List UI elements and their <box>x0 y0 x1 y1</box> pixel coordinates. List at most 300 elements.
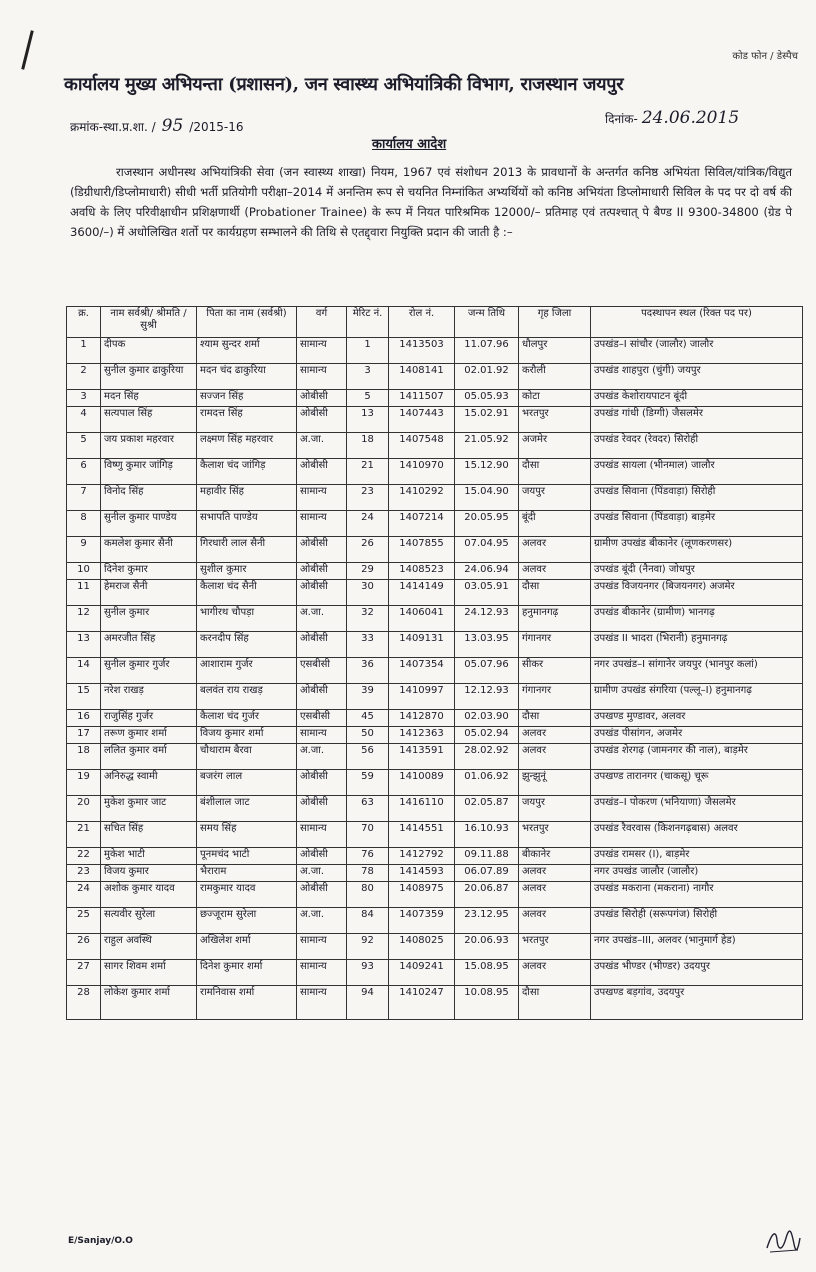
row-roll-number: 1408975 <box>389 882 455 908</box>
row-serial: 12 <box>67 606 101 632</box>
row-category: अ.जा. <box>297 606 347 632</box>
row-home-district: गंगानगर <box>519 684 591 710</box>
row-posting-place: उपखंड बूंदी (नैनवा) जोधपुर <box>591 563 803 580</box>
row-father-name: बंशीलाल जाट <box>197 796 297 822</box>
table-row <box>67 908 803 934</box>
row-home-district: हनुमानगढ़ <box>519 606 591 632</box>
row-posting-place: उपखंड–I सांचौर (जालौर) जालौर <box>591 338 803 364</box>
row-merit: 30 <box>347 580 389 606</box>
row-roll-number: 1411507 <box>389 390 455 407</box>
table-row <box>67 511 803 537</box>
row-category: सामान्य <box>297 822 347 848</box>
row-merit: 93 <box>347 960 389 986</box>
row-father-name: समय सिंह <box>197 822 297 848</box>
row-home-district: जयपुर <box>519 796 591 822</box>
row-name: अशोक कुमार यादव <box>101 882 197 908</box>
row-father-name: विजय कुमार शर्मा <box>197 727 297 744</box>
table-row <box>67 986 803 1020</box>
row-name: ललित कुमार वर्मा <box>101 744 197 770</box>
table-row <box>67 338 803 364</box>
header-sn: क्र. <box>67 307 101 338</box>
table-row <box>67 744 803 770</box>
table-row <box>67 537 803 563</box>
row-merit: 24 <box>347 511 389 537</box>
row-serial: 28 <box>67 986 101 1020</box>
row-date-of-birth: 16.10.93 <box>455 822 519 848</box>
row-home-district: अलवर <box>519 908 591 934</box>
row-date-of-birth: 15.04.90 <box>455 485 519 511</box>
row-posting-place: उपखंड रेवदर (रेवदर) सिरोही <box>591 433 803 459</box>
row-home-district: सीकर <box>519 658 591 684</box>
row-category: सामान्य <box>297 485 347 511</box>
row-father-name: आशाराम गुर्जर <box>197 658 297 684</box>
row-posting-place: उपखंड II भादरा (भिरानी) हनुमानगढ़ <box>591 632 803 658</box>
row-name: अनिरुद्ध स्वामी <box>101 770 197 796</box>
row-roll-number: 1407354 <box>389 658 455 684</box>
row-name: दिनेश कुमार <box>101 563 197 580</box>
date-value: 24.06.2015 <box>641 108 740 128</box>
row-roll-number: 1408141 <box>389 364 455 390</box>
row-serial: 18 <box>67 744 101 770</box>
row-roll-number: 1412870 <box>389 710 455 727</box>
row-category: सामान्य <box>297 364 347 390</box>
row-date-of-birth: 28.02.92 <box>455 744 519 770</box>
row-category: एसबीसी <box>297 658 347 684</box>
row-roll-number: 1407214 <box>389 511 455 537</box>
row-merit: 21 <box>347 459 389 485</box>
row-name: मुकेश कुमार जाट <box>101 796 197 822</box>
row-posting-place: नगर उपखंड–I सांगानेर जयपुर (भानपुर कलां) <box>591 658 803 684</box>
table-row <box>67 433 803 459</box>
row-roll-number: 1407855 <box>389 537 455 563</box>
row-serial: 10 <box>67 563 101 580</box>
row-serial: 4 <box>67 407 101 433</box>
row-category: ओबीसी <box>297 390 347 407</box>
row-merit: 36 <box>347 658 389 684</box>
row-roll-number: 1412792 <box>389 848 455 865</box>
row-name: सुनील कुमार पाण्डेय <box>101 511 197 537</box>
header-category: वर्ग <box>297 307 347 338</box>
row-home-district: अलवर <box>519 563 591 580</box>
row-roll-number: 1413591 <box>389 744 455 770</box>
row-merit: 33 <box>347 632 389 658</box>
row-category: ओबीसी <box>297 848 347 865</box>
row-home-district: दौसा <box>519 459 591 485</box>
row-home-district: बीकानेर <box>519 848 591 865</box>
row-category: अ.जा. <box>297 908 347 934</box>
row-home-district: कोटा <box>519 390 591 407</box>
table-row <box>67 848 803 865</box>
row-father-name: रामनिवास शर्मा <box>197 986 297 1020</box>
row-date-of-birth: 15.08.95 <box>455 960 519 986</box>
row-merit: 45 <box>347 710 389 727</box>
row-merit: 32 <box>347 606 389 632</box>
table-row <box>67 684 803 710</box>
header-posting: पदस्थापन स्थल (रिक्त पद पर) <box>591 307 803 338</box>
order-title: कार्यालय आदेश <box>372 137 447 152</box>
row-serial: 9 <box>67 537 101 563</box>
row-posting-place: उपखण्ड मुण्डावर, अलवर <box>591 710 803 727</box>
row-category: अ.जा. <box>297 433 347 459</box>
row-name: सुनील कुमार गुर्जर <box>101 658 197 684</box>
date-label: दिनांक- <box>605 112 638 126</box>
row-merit: 23 <box>347 485 389 511</box>
row-date-of-birth: 02.03.90 <box>455 710 519 727</box>
row-date-of-birth: 05.07.96 <box>455 658 519 684</box>
row-merit: 39 <box>347 684 389 710</box>
row-category: ओबीसी <box>297 684 347 710</box>
appointment-table <box>66 306 803 1020</box>
row-merit: 94 <box>347 986 389 1020</box>
header-district: गृह जिला <box>519 307 591 338</box>
row-posting-place: नगर उपखंड–III, अलवर (भानुमार्ग हेड) <box>591 934 803 960</box>
row-serial: 8 <box>67 511 101 537</box>
row-father-name: लक्ष्मण सिंह महरवार <box>197 433 297 459</box>
table-row <box>67 960 803 986</box>
row-serial: 13 <box>67 632 101 658</box>
row-roll-number: 1410247 <box>389 986 455 1020</box>
row-roll-number: 1414551 <box>389 822 455 848</box>
reference-number: 95 <box>161 116 184 136</box>
row-merit: 92 <box>347 934 389 960</box>
row-home-district: गंगानगर <box>519 632 591 658</box>
row-date-of-birth: 05.02.94 <box>455 727 519 744</box>
row-father-name: सभापति पाण्डेय <box>197 511 297 537</box>
row-posting-place: उपखंड–I पोकरण (भनियाणा) जैसलमेर <box>591 796 803 822</box>
table-row <box>67 822 803 848</box>
row-category: ओबीसी <box>297 459 347 485</box>
row-serial: 24 <box>67 882 101 908</box>
row-father-name: मदन चंद ढाकुरिया <box>197 364 297 390</box>
row-serial: 1 <box>67 338 101 364</box>
row-name: दीपक <box>101 338 197 364</box>
row-serial: 22 <box>67 848 101 865</box>
row-date-of-birth: 02.01.92 <box>455 364 519 390</box>
row-father-name: बलवंत राय राखड़ <box>197 684 297 710</box>
table-row <box>67 865 803 882</box>
row-category: अ.जा. <box>297 744 347 770</box>
row-merit: 5 <box>347 390 389 407</box>
row-roll-number: 1407359 <box>389 908 455 934</box>
row-category: सामान्य <box>297 338 347 364</box>
row-date-of-birth: 13.03.95 <box>455 632 519 658</box>
row-date-of-birth: 20.06.87 <box>455 882 519 908</box>
row-father-name: भागीरथ चौपड़ा <box>197 606 297 632</box>
reference-number-line <box>70 116 243 136</box>
row-merit: 18 <box>347 433 389 459</box>
row-merit: 84 <box>347 908 389 934</box>
row-category: सामान्य <box>297 986 347 1020</box>
row-father-name: कैलाश चंद गुर्जर <box>197 710 297 727</box>
row-posting-place: उपखंड सिवाना (पिंडवाड़ा) बाड़मेर <box>591 511 803 537</box>
row-father-name: पूनमचंद भाटी <box>197 848 297 865</box>
row-category: सामान्य <box>297 960 347 986</box>
row-date-of-birth: 06.07.89 <box>455 865 519 882</box>
table-row <box>67 934 803 960</box>
table-row <box>67 658 803 684</box>
row-date-of-birth: 20.05.95 <box>455 511 519 537</box>
row-father-name: दिनेश कुमार शर्मा <box>197 960 297 986</box>
row-date-of-birth: 21.05.92 <box>455 433 519 459</box>
row-roll-number: 1410997 <box>389 684 455 710</box>
row-roll-number: 1413503 <box>389 338 455 364</box>
row-posting-place: ग्रामीण उपखंड बीकानेर (लूणकरणसर) <box>591 537 803 563</box>
row-home-district: अलवर <box>519 865 591 882</box>
row-category: अ.जा. <box>297 865 347 882</box>
row-posting-place: उपखंड भीण्डर (भीण्डर) उदयपुर <box>591 960 803 986</box>
row-roll-number: 1406041 <box>389 606 455 632</box>
row-home-district: अलवर <box>519 727 591 744</box>
table-row <box>67 407 803 433</box>
row-serial: 16 <box>67 710 101 727</box>
row-home-district: अलवर <box>519 537 591 563</box>
row-merit: 63 <box>347 796 389 822</box>
row-father-name: सज्जन सिंह <box>197 390 297 407</box>
row-name: मदन सिंह <box>101 390 197 407</box>
row-merit: 76 <box>347 848 389 865</box>
row-category: सामान्य <box>297 727 347 744</box>
row-merit: 26 <box>347 537 389 563</box>
row-posting-place: उपखंड सायला (भीनमाल) जालौर <box>591 459 803 485</box>
row-merit: 80 <box>347 882 389 908</box>
row-category: ओबीसी <box>297 580 347 606</box>
row-father-name: छज्जूराम सुरेला <box>197 908 297 934</box>
row-name: मुकेश भाटी <box>101 848 197 865</box>
row-serial: 20 <box>67 796 101 822</box>
row-roll-number: 1410970 <box>389 459 455 485</box>
row-father-name: श्याम सुन्दर शर्मा <box>197 338 297 364</box>
row-home-district: अलवर <box>519 744 591 770</box>
row-home-district: जयपुर <box>519 485 591 511</box>
table-row <box>67 796 803 822</box>
row-posting-place: उपखंड सिवाना (पिंडवाड़ा) सिरोही <box>591 485 803 511</box>
row-category: ओबीसी <box>297 563 347 580</box>
row-roll-number: 1408025 <box>389 934 455 960</box>
row-serial: 5 <box>67 433 101 459</box>
row-father-name: बजरंग लाल <box>197 770 297 796</box>
row-name: राहुल अवस्थि <box>101 934 197 960</box>
row-category: ओबीसी <box>297 407 347 433</box>
table-row <box>67 710 803 727</box>
row-category: ओबीसी <box>297 882 347 908</box>
row-posting-place: उपखण्ड तारानगर (चाकसू) चूरू <box>591 770 803 796</box>
table-row <box>67 606 803 632</box>
row-father-name: कैलाश चंद जांगिड़ <box>197 459 297 485</box>
row-serial: 11 <box>67 580 101 606</box>
row-father-name: महावीर सिंह <box>197 485 297 511</box>
row-serial: 17 <box>67 727 101 744</box>
row-posting-place: उपखंड मकराना (मकराना) नागौर <box>591 882 803 908</box>
row-posting-place: उपखंड केशोरायपाटन बूंदी <box>591 390 803 407</box>
table-row <box>67 563 803 580</box>
row-home-district: भरतपुर <box>519 822 591 848</box>
row-father-name: करनदीप सिंह <box>197 632 297 658</box>
row-home-district: दौसा <box>519 710 591 727</box>
row-home-district: दौसा <box>519 580 591 606</box>
row-father-name: रामदत्त सिंह <box>197 407 297 433</box>
row-date-of-birth: 24.06.94 <box>455 563 519 580</box>
row-serial: 19 <box>67 770 101 796</box>
row-name: लोकेश कुमार शर्मा <box>101 986 197 1020</box>
row-category: ओबीसी <box>297 537 347 563</box>
table-body <box>67 338 803 1020</box>
row-home-district: अजमेर <box>519 433 591 459</box>
row-roll-number: 1410292 <box>389 485 455 511</box>
table-row <box>67 390 803 407</box>
date-line <box>605 108 739 128</box>
row-posting-place: नगर उपखंड जालौर (जालौर) <box>591 865 803 882</box>
row-date-of-birth: 02.05.87 <box>455 796 519 822</box>
row-merit: 56 <box>347 744 389 770</box>
row-home-district: भरतपुर <box>519 407 591 433</box>
row-date-of-birth: 09.11.88 <box>455 848 519 865</box>
row-date-of-birth: 03.05.91 <box>455 580 519 606</box>
header-dob: जन्म तिथि <box>455 307 519 338</box>
row-roll-number: 1408523 <box>389 563 455 580</box>
row-serial: 14 <box>67 658 101 684</box>
row-serial: 6 <box>67 459 101 485</box>
table-row <box>67 459 803 485</box>
signature-icon <box>764 1226 802 1256</box>
table-header-row <box>67 307 803 338</box>
row-father-name: चौथाराम बैरवा <box>197 744 297 770</box>
row-date-of-birth: 23.12.95 <box>455 908 519 934</box>
row-serial: 7 <box>67 485 101 511</box>
row-home-district: धौलपुर <box>519 338 591 364</box>
row-name: विजय कुमार <box>101 865 197 882</box>
reference-prefix: क्रमांक-स्था.प्र.शा. / <box>70 120 156 134</box>
row-posting-place: उपखंड गांधी (डिग्गी) जैसलमेर <box>591 407 803 433</box>
row-date-of-birth: 05.05.93 <box>455 390 519 407</box>
row-roll-number: 1414593 <box>389 865 455 882</box>
row-date-of-birth: 10.08.95 <box>455 986 519 1020</box>
row-serial: 21 <box>67 822 101 848</box>
row-category: ओबीसी <box>297 770 347 796</box>
row-name: अमरजीत सिंह <box>101 632 197 658</box>
row-name: विष्णु कुमार जांगिड़ <box>101 459 197 485</box>
row-category: एसबीसी <box>297 710 347 727</box>
header-name: नाम सर्वश्री/ श्रीमति /सुश्री <box>101 307 197 338</box>
row-category: ओबीसी <box>297 796 347 822</box>
row-father-name: सुशील कुमार <box>197 563 297 580</box>
row-merit: 50 <box>347 727 389 744</box>
row-name: विनोद सिंह <box>101 485 197 511</box>
row-merit: 1 <box>347 338 389 364</box>
row-home-district: झुन्झुनूं <box>519 770 591 796</box>
table-row <box>67 580 803 606</box>
row-serial: 2 <box>67 364 101 390</box>
row-date-of-birth: 07.04.95 <box>455 537 519 563</box>
row-date-of-birth: 12.12.93 <box>455 684 519 710</box>
row-father-name: गिरधारी लाल सैनी <box>197 537 297 563</box>
row-posting-place: उपखण्ड बड़गांव, उदयपुर <box>591 986 803 1020</box>
row-posting-place: ग्रामीण उपखंड संगरिया (पल्लू–I) हनुमानगढ़ <box>591 684 803 710</box>
row-father-name: अखिलेश शर्मा <box>197 934 297 960</box>
row-merit: 29 <box>347 563 389 580</box>
row-name: जय प्रकाश महरवार <box>101 433 197 459</box>
row-name: सुनील कुमार <box>101 606 197 632</box>
row-posting-place: उपखंड पीसांगन, अजमेर <box>591 727 803 744</box>
row-date-of-birth: 24.12.93 <box>455 606 519 632</box>
row-posting-place: उपखंड सिरोही (सरूपगंज) सिरोही <box>591 908 803 934</box>
header-merit: मेरिट नं. <box>347 307 389 338</box>
row-merit: 13 <box>347 407 389 433</box>
row-posting-place: उपखंड बीकानेर (ग्रामीण) भानगढ़ <box>591 606 803 632</box>
row-father-name: रामकुमार यादव <box>197 882 297 908</box>
row-date-of-birth: 20.06.93 <box>455 934 519 960</box>
row-date-of-birth: 15.12.90 <box>455 459 519 485</box>
row-posting-place: उपखंड रैवरवास (किशनगढ़बास) अलवर <box>591 822 803 848</box>
row-roll-number: 1409241 <box>389 960 455 986</box>
row-name: राजुसिंह गुर्जर <box>101 710 197 727</box>
row-name: सत्यपाल सिंह <box>101 407 197 433</box>
row-home-district: करौली <box>519 364 591 390</box>
header-roll: रोल नं. <box>389 307 455 338</box>
table-row <box>67 727 803 744</box>
row-posting-place: उपखंड शेरगढ़ (जामनगर की नाल), बाड़मेर <box>591 744 803 770</box>
intro-paragraph: राजस्थान अधीनस्थ अभियांत्रिकी सेवा (जन स्वास्थ्य शाखा) नियम, 1967 एवं संशोधन 2013 के प्रावधानों के अन्तर्गत कनिष्ठ अभियंता सिविल/यांत्रिक/विद्युत (डिग्रीधारी/डिप्लोमाधारी) सीधी भर्ती प्रतियोगी परीक्षा–2014 में अनन्तिम रूप से चयनित निम्नांकित अभ्यर्थियों को कनिष्ठ अभियंता डिप्लोमाधारी सिविल के पद पर दो वर्ष की अवधि के लिए परिवीक्षाधीन प्रशिक्षणार्थी (Probationer Trainee) के रूप में नियत पारिश्रमिक 12000/– प्रतिमाह एवं तत्पश्चात् पे बैण्ड II 9300-34800 (ग्रेड पे 3600/–) में अधोलिखित शर्तो पर कार्यग्रहण सम्भालने की तिथि से एतद्द्वारा नियुक्ति प्रदान की जाती है :– <box>70 165 792 239</box>
office-header-title: कार्यालय मुख्य अभियन्ता (प्रशासन), जन स्वास्थ्य अभियांत्रिकी विभाग, राजस्थान जयपुर <box>64 74 624 95</box>
corner-note: कोड फोन / डेस्पैच <box>732 51 798 62</box>
row-name: सागर शिवम शर्मा <box>101 960 197 986</box>
row-merit: 59 <box>347 770 389 796</box>
row-home-district: बूंदी <box>519 511 591 537</box>
row-serial: 23 <box>67 865 101 882</box>
row-home-district: अलवर <box>519 882 591 908</box>
row-home-district: दौसा <box>519 986 591 1020</box>
table-row <box>67 882 803 908</box>
row-name: तरूण कुमार शर्मा <box>101 727 197 744</box>
row-name: सचित सिंह <box>101 822 197 848</box>
row-name: सत्यवीर सुरेला <box>101 908 197 934</box>
row-date-of-birth: 15.02.91 <box>455 407 519 433</box>
row-roll-number: 1414149 <box>389 580 455 606</box>
handwritten-slash-mark <box>21 30 34 70</box>
row-date-of-birth: 11.07.96 <box>455 338 519 364</box>
row-roll-number: 1410089 <box>389 770 455 796</box>
row-roll-number: 1416110 <box>389 796 455 822</box>
row-merit: 3 <box>347 364 389 390</box>
row-serial: 27 <box>67 960 101 986</box>
row-merit: 70 <box>347 822 389 848</box>
row-posting-place: उपखंड रामसर (I), बाड़मेर <box>591 848 803 865</box>
row-name: सुनील कुमार ढाकुरिया <box>101 364 197 390</box>
row-serial: 15 <box>67 684 101 710</box>
reference-suffix: /2015-16 <box>189 120 244 134</box>
row-roll-number: 1409131 <box>389 632 455 658</box>
table-row <box>67 485 803 511</box>
header-father-name: पिता का नाम (सर्वश्री) <box>197 307 297 338</box>
footer-initials: E/Sanjay/O.O <box>68 1236 133 1246</box>
row-father-name: कैलाश चंद सैनी <box>197 580 297 606</box>
row-posting-place: उपखंड विजयनगर (बिजयनगर) अजमेर <box>591 580 803 606</box>
row-home-district: भरतपुर <box>519 934 591 960</box>
row-serial: 25 <box>67 908 101 934</box>
row-home-district: अलवर <box>519 960 591 986</box>
row-category: सामान्य <box>297 934 347 960</box>
table-row <box>67 364 803 390</box>
row-category: ओबीसी <box>297 632 347 658</box>
row-merit: 78 <box>347 865 389 882</box>
row-roll-number: 1407443 <box>389 407 455 433</box>
row-date-of-birth: 01.06.92 <box>455 770 519 796</box>
row-father-name: भैराराम <box>197 865 297 882</box>
row-roll-number: 1412363 <box>389 727 455 744</box>
row-name: कमलेश कुमार सैनी <box>101 537 197 563</box>
row-serial: 3 <box>67 390 101 407</box>
row-name: हेमराज सैनी <box>101 580 197 606</box>
row-name: नरेश राखड़ <box>101 684 197 710</box>
